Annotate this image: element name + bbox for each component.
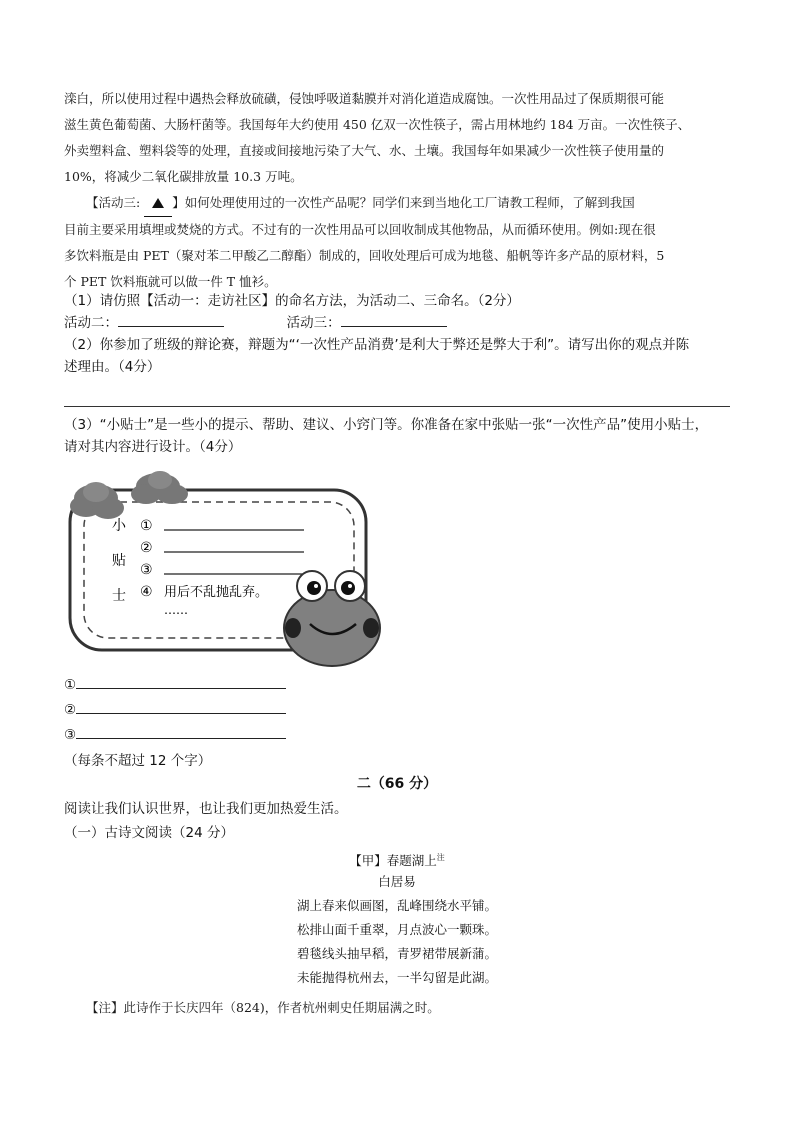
- answer-marker: ①: [64, 677, 77, 693]
- poem-line: 湖上春来似画图，乱峰围绕水平铺。: [296, 898, 497, 913]
- answer-row-3: [64, 724, 286, 743]
- section-2-heading: 二（66 分）: [356, 776, 438, 792]
- activity3-answer-blank[interactable]: [341, 312, 447, 327]
- question-3-line1: （3）“小贴士”是一些小的提示、帮助、建议、小窍门等。你准备在家中张贴一张“一次性产品”使用小贴士，: [64, 417, 709, 433]
- passage-line: 滋生黄色葡萄菌、大肠杆菌等。我国每年大约使用 450 亿双一次性筷子，需占用林地约 184 万亩。一次性筷子、: [64, 117, 691, 132]
- question-3-block: [64, 414, 708, 458]
- answer-blank-2[interactable]: [76, 699, 286, 714]
- passage-line: 外卖塑料盒、塑料袋等的处理，直接或间接地污染了大气、水、土壤。我国每年如果减少一次性筷子使用量的: [64, 143, 665, 158]
- answer-row-2: [64, 699, 286, 718]
- cloud-icon: [131, 471, 188, 504]
- passage-line: 滦白，所以使用过程中遇热会释放硫磺，侵蚀呼吸道黏膜并对消化道造成腐蚀。一次性用品过了保质期很可能: [64, 91, 665, 106]
- tip-ellipsis: ……: [164, 603, 188, 617]
- tip-marker: ①: [140, 518, 153, 534]
- poem-note: 【注】此诗作于长庆四年（824)，作者杭州刺史任期届满之时。: [86, 1000, 440, 1015]
- question-1: （1）请仿照【活动一：走访社区】的命名方法，为活动二、三命名。（2分）: [64, 293, 520, 309]
- poem-line: 碧毯线头抽早稻，青罗裙带展新蒲。: [296, 946, 497, 961]
- question-2-line2: 述理由。（4分）: [64, 359, 161, 375]
- passage-line: 目前主要采用填埋或焚烧的方式。不过有的一次性用品可以回收制成其他物品，从而循环使用。例如:现在很: [64, 222, 656, 237]
- section-2-intro: 阅读让我们认识世界，也让我们更加热爱生活。: [64, 801, 348, 817]
- activity3-text: 如何处理使用过的一次性产品呢？同学们来到当地化工厂请教工程师，了解到我国: [184, 195, 635, 210]
- poem-title: 【甲】春题湖上$^注$: [349, 853, 445, 869]
- activity2-blank[interactable]: [118, 312, 224, 327]
- passage-block: [64, 86, 690, 295]
- activity3-line: [64, 190, 690, 217]
- tip-title-char: 小: [112, 518, 126, 534]
- answer-blank-1[interactable]: [76, 674, 286, 689]
- answer-marker: ③: [64, 727, 77, 743]
- tip-item-4: 用后不乱抛乱弃。: [164, 585, 269, 600]
- activity3-blank: [144, 190, 172, 217]
- passage-line: 多饮料瓶是由 PET（聚对苯二甲酸乙二醇酯）制成的，回收处理后可成为地毯、船帆等许多产品的原材料，5: [64, 248, 665, 263]
- answer-note: （每条不超过 12 个字）: [64, 753, 212, 769]
- poem-block: [0, 846, 794, 990]
- activity3-bracket: 】: [172, 195, 185, 210]
- poem-author: 白居易: [378, 874, 416, 889]
- question-1-answers: [64, 312, 689, 334]
- answer-marker: ②: [64, 702, 77, 718]
- question-2-line1: （2）你参加了班级的辩论赛，辩题为“‘一次性产品消费’是利大于弊还是弊大于利”。请写出你的观点并陈: [64, 337, 690, 353]
- passage-line: 个 PET 饮料瓶就可以做一件 T 恤衫。: [64, 274, 277, 289]
- activity3-answer-label: 活动三：: [286, 315, 341, 331]
- poem-line: 未能抛得杭州去，一半勾留是此湖。: [296, 970, 497, 985]
- activity3-label: 【活动三:: [86, 195, 141, 210]
- question-3-line2: 请对其内容进行设计。（4分）: [64, 439, 242, 455]
- answer-row-1: [64, 674, 286, 693]
- tip-marker: ③: [140, 562, 153, 578]
- activity2-label: 活动二：: [64, 315, 118, 331]
- passage-line: 10%，将减少二氧化碳排放量 10.3 万吨。: [64, 169, 303, 184]
- question-block: [64, 290, 689, 378]
- section-2-sub: （一）古诗文阅读（24 分）: [64, 825, 234, 841]
- tip-title-char: 贴: [112, 553, 126, 569]
- triangle-icon: [152, 198, 164, 208]
- tip-marker: ④: [140, 584, 153, 600]
- tip-card-illustration: [64, 468, 384, 668]
- cloud-icon: [70, 482, 124, 519]
- poem-line: 松排山面千重翠，月点波心一颗珠。: [296, 922, 497, 937]
- tip-title-char: 士: [112, 588, 126, 604]
- answer-rule[interactable]: [64, 406, 730, 407]
- section-2-intro-block: [64, 797, 348, 845]
- tip-marker: ②: [140, 540, 153, 556]
- answer-blank-3[interactable]: [76, 724, 286, 739]
